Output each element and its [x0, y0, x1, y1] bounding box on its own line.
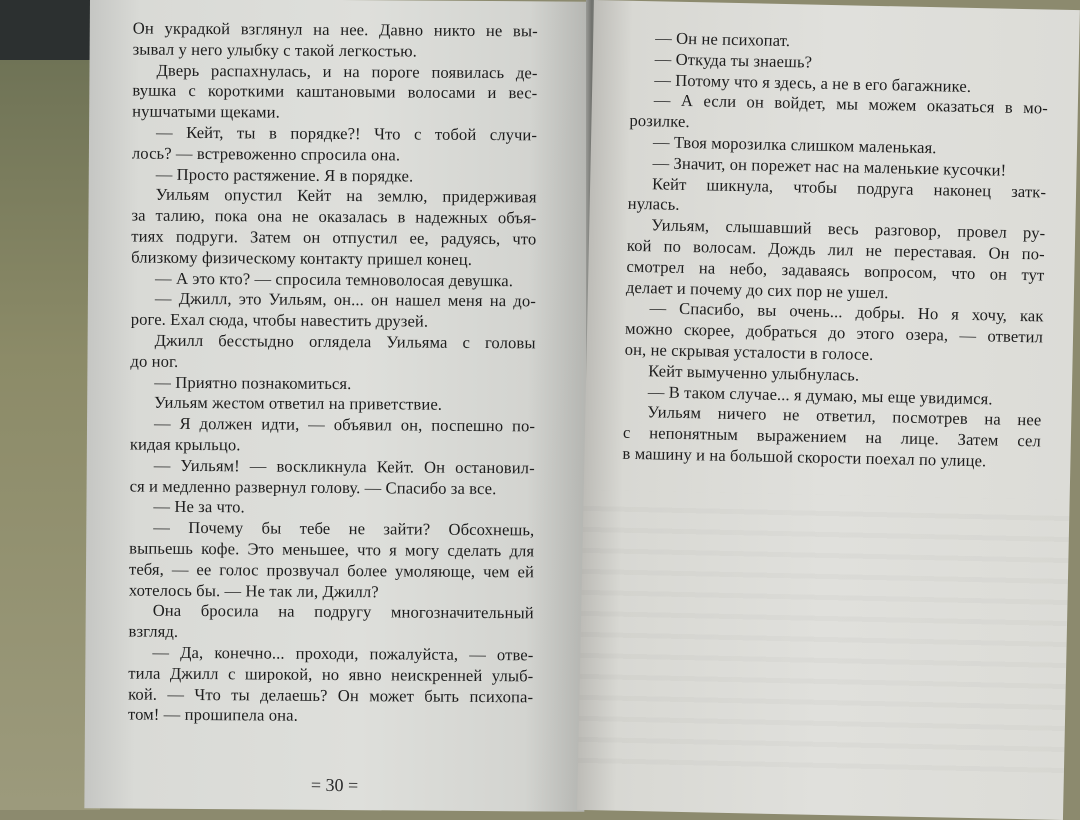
text-line: — Кейт, ты в порядке?! Что с тобой случи- — [156, 122, 538, 145]
text-line: Она бросила на подругу многозначительный — [152, 601, 534, 623]
text-line: хотелось бы. — Не так ли, Джилл? — [128, 580, 379, 601]
text-line: — Потому что я здесь, а не в его багажнике. — [654, 69, 972, 96]
text-line: тила Джилл с широкой, но явно неискренней улыб- — [128, 663, 534, 686]
text-line: — Просто растяжение. Я в порядке. — [155, 164, 414, 186]
text-line: выпьешь кофе. Это меньшее, что я могу сделать для — [129, 538, 535, 561]
text-line: — Я должен идти, — объявил он, поспешно по- — [153, 413, 536, 436]
text-line: нулась. — [627, 194, 680, 215]
text-line: Уильям ничего не ответил, посмотрев на нее — [647, 402, 1042, 430]
right-page — [577, 0, 1080, 820]
text-line: — Да, конечно... проходи, пожалуйста, — отве- — [152, 642, 534, 665]
text-line: розилке. — [629, 110, 690, 132]
text-line: взгляд. — [128, 621, 179, 641]
text-line: он, не скрывая усталости в голосе. — [624, 339, 874, 364]
text-line: Дверь распахнулась, и на пороге появилась де- — [156, 60, 538, 82]
text-line: ся и медленно развернул голову. — Спасибо за все. — [129, 476, 497, 498]
text-line: зывал у него улыбку с такой легкостью. — [132, 39, 418, 61]
text-line: за талию, пока она не оказалась в надежных объя- — [131, 205, 537, 228]
text-line: близкому физическому контакту пришел конец. — [131, 247, 473, 269]
text-line: кой. — Что ты делаешь? Он может быть психопа- — [128, 684, 534, 706]
text-line: — Спасибо, вы очень... добры. Но я хочу, как — [649, 298, 1044, 326]
text-line: смотрел на небо, задаваясь вопросом, что он тут — [626, 256, 1045, 285]
background-dark-corner — [0, 0, 90, 60]
text-line: — Джилл, это Уильям, он... он нашел меня на до- — [154, 289, 536, 311]
page-number: = 30 = — [310, 774, 359, 796]
text-line: — Уильям! — воскликнула Кейт. Он остановил- — [153, 455, 535, 478]
left-page — [84, 0, 590, 812]
text-line: — Приятно познакомиться. — [154, 372, 352, 393]
text-line: можно скорее, добраться до этого озера, — ответил — [624, 318, 1044, 347]
text-line: делает и почему до сих пор не ушел. — [625, 277, 889, 302]
text-line: — Он не психопат. — [655, 28, 791, 51]
text-line: Уильям, слышавший весь разговор, провел ру- — [651, 215, 1046, 243]
text-line: тиях подруги. Затем он отпустил ее, радуясь, что — [131, 226, 537, 249]
text-line: лось? — встревоженно спросила она. — [131, 143, 401, 165]
text-line: том! — прошипела она. — [127, 704, 298, 726]
text-line: Он украдкой взглянул на нее. Давно никто не вы- — [132, 18, 538, 41]
text-line: — Почему бы тебе не зайти? Обсохнешь, — [153, 517, 535, 540]
text-line: — Значит, он порежет нас на маленькие кусочки! — [652, 153, 1007, 180]
text-line: Уильям жестом ответил на приветствие. — [154, 393, 443, 415]
text-line: — Твоя морозилка слишком маленькая. — [652, 132, 937, 158]
text-line: — А это кто? — спросила темноволосая девушка. — [154, 268, 514, 290]
text-line: роге. Ехал сюда, чтобы навестить друзей. — [130, 309, 429, 331]
text-line: — Не за что. — [153, 497, 245, 517]
text-line: Кейт вымученно улыбнулась. — [648, 360, 860, 385]
text-line: Кейт шикнула, чтобы подруга наконец затк- — [651, 173, 1047, 202]
text-line: кой по волосам. Дождь лил не переставая. Он по- — [626, 235, 1045, 264]
text-line: с непонятным выражением на лице. Затем сел — [622, 422, 1042, 451]
text-line: кидая крыльцо. — [129, 434, 241, 455]
left-page-text — [128, 19, 538, 729]
text-line: — Откуда ты знаешь? — [654, 49, 813, 72]
text-line: Джилл бесстыдно оглядела Уильяма с головы — [154, 330, 536, 353]
text-line: в машину и на большой скорости поехал по улице. — [622, 443, 987, 471]
text-line: до ног. — [130, 351, 179, 371]
text-line: вушка с короткими каштановыми волосами и вес- — [132, 80, 538, 103]
text-line: тебя, — ее голос прозвучал более умоляюще, чем ей — [128, 559, 535, 582]
text-line: нушчатыми щеками. — [132, 101, 280, 122]
text-line: — А если он войдет, мы можем оказаться в мо- — [653, 90, 1049, 118]
text-line: Уильям опустил Кейт на землю, придерживая — [155, 185, 537, 207]
text-line: — В таком случае... я думаю, мы еще увидимся. — [647, 381, 993, 408]
right-page-text — [622, 28, 1049, 473]
show-through-texture — [578, 490, 1070, 780]
